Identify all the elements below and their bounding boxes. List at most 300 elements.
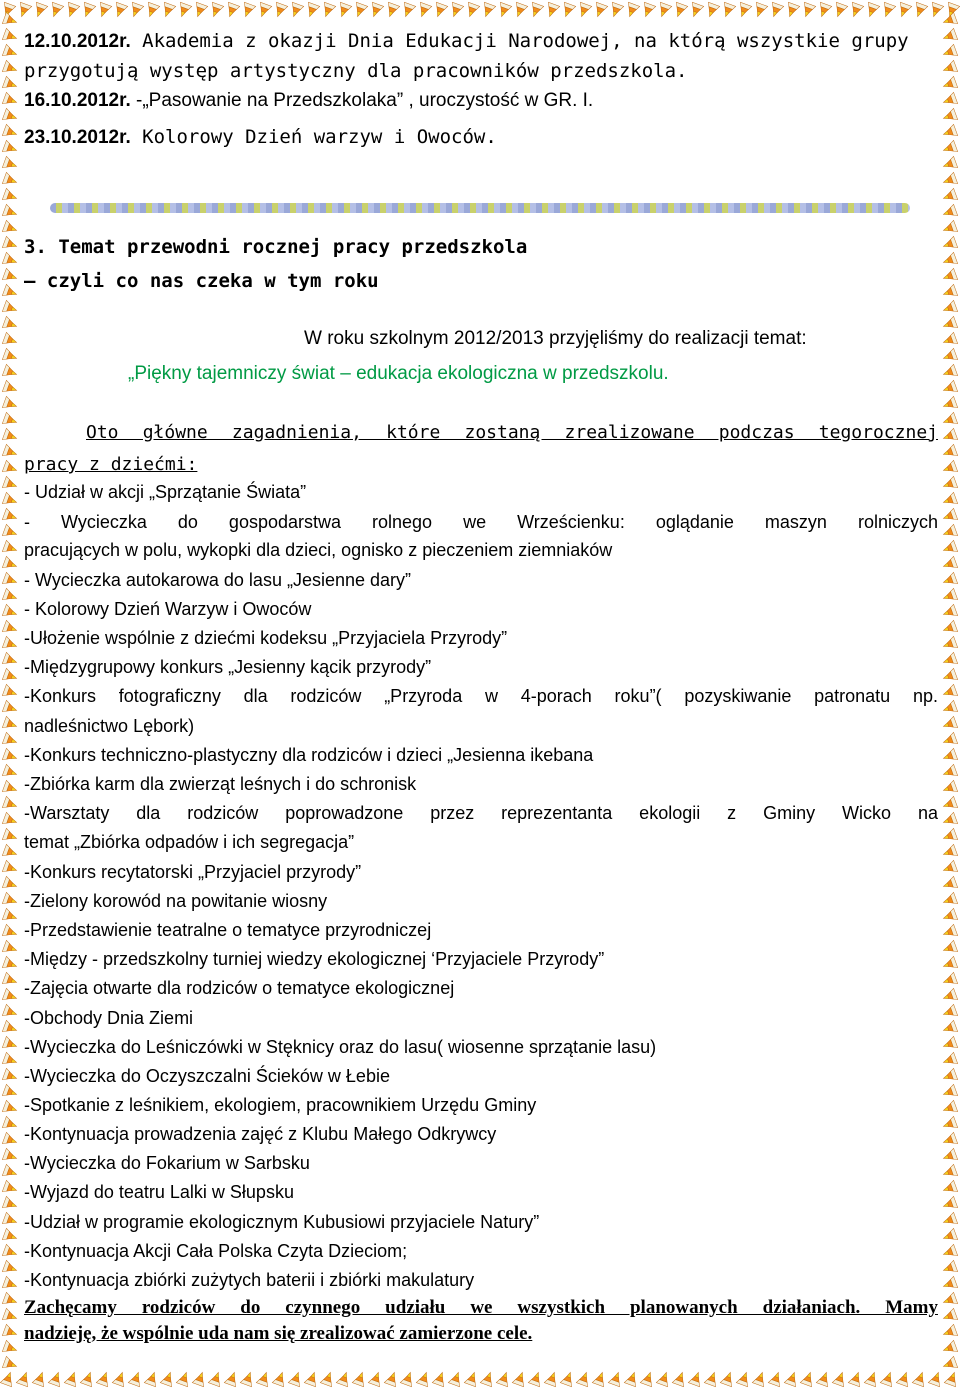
candy-corn-icon — [2, 940, 18, 956]
candy-corn-icon — [112, 2, 128, 18]
candy-corn-icon — [912, 1370, 928, 1386]
candy-corn-icon — [2, 1308, 18, 1324]
candy-corn-icon — [941, 1084, 957, 1100]
event-text: przygotują występ artystyczny dla pracowników przedszkola. — [24, 60, 688, 82]
candy-corn-icon — [2, 1132, 18, 1148]
candy-corn-icon — [941, 1196, 957, 1212]
event-line-4 — [24, 126, 497, 149]
candy-corn-icon — [941, 1324, 957, 1340]
candy-corn-icon — [941, 1228, 957, 1244]
candy-corn-icon — [2, 1276, 18, 1292]
candy-corn-icon — [16, 2, 32, 18]
candy-corn-icon — [941, 428, 957, 444]
candy-corn-icon — [941, 1004, 957, 1020]
candy-corn-icon — [528, 1370, 544, 1386]
candy-corn-icon — [941, 572, 957, 588]
closing-line-2: nadzieję, że wspólnie uda nam się zrealizować zamierzone cele. — [24, 1323, 533, 1344]
candy-corn-icon — [2, 460, 18, 476]
theme-title: „Piękny tajemniczy świat – edukacja ekologiczna w przedszkolu. — [128, 363, 669, 384]
candy-corn-icon — [784, 1370, 800, 1386]
candy-corn-icon — [336, 1370, 352, 1386]
candy-corn-icon — [2, 732, 18, 748]
candy-corn-icon — [2, 1036, 18, 1052]
section-subtitle: – czyli co nas czeka w tym roku — [24, 270, 379, 292]
candy-corn-icon — [576, 1370, 592, 1386]
candy-corn-icon — [2, 572, 18, 588]
candy-corn-icon — [2, 1196, 18, 1212]
candy-corn-icon — [2, 748, 18, 764]
candy-corn-icon — [941, 716, 957, 732]
list-item: -Udział w programie ekologicznym Kubusiowi przyjaciele Natury” — [24, 1212, 540, 1232]
candy-corn-icon — [2, 700, 18, 716]
candy-corn-icon — [941, 396, 957, 412]
list-item: -Spotkanie z leśnikiem, ekologiem, pracownikiem Urzędu Gminy — [24, 1095, 537, 1115]
candy-corn-icon — [48, 1370, 64, 1386]
list-item: - Wycieczka do gospodarstwa rolnego we Wrześcienku: oglądanie maszyn rolniczych — [24, 512, 938, 532]
candy-corn-icon — [464, 2, 480, 18]
candy-corn-icon — [941, 828, 957, 844]
candy-corn-icon — [2, 284, 18, 300]
candy-corn-icon — [2, 1068, 18, 1084]
candy-corn-icon — [816, 1370, 832, 1386]
candy-corn-icon — [941, 140, 957, 156]
candy-corn-icon — [941, 1340, 957, 1356]
candy-corn-icon — [941, 924, 957, 940]
event-text: Akademia z okazji Dnia Edukacji Narodowej, na którą wszystkie grupy — [130, 30, 909, 52]
candy-corn-icon — [32, 1370, 48, 1386]
list-item: -Konkurs fotograficzny dla rodziców „Przyroda w 4-porach roku”( pozyskiwanie patronatu np. — [24, 686, 938, 706]
candy-corn-icon — [2, 268, 18, 284]
candy-corn-icon — [941, 316, 957, 332]
candy-corn-icon — [941, 1148, 957, 1164]
candy-corn-icon — [941, 220, 957, 236]
candy-corn-icon — [2, 1180, 18, 1196]
candy-corn-icon — [896, 2, 912, 18]
candy-corn-icon — [2, 1004, 18, 1020]
candy-corn-icon — [941, 236, 957, 252]
candy-corn-icon — [941, 940, 957, 956]
candy-corn-icon — [2, 76, 18, 92]
section-title: 3. Temat przewodni rocznej pracy przedszkola — [24, 236, 528, 258]
list-item: pracujących w polu, wykopki dla dzieci, ognisko z pieczeniem ziemniaków — [24, 540, 613, 560]
list-item: -Kontynuacja zbiórki zużytych baterii i zbiórki makulatury — [24, 1270, 475, 1290]
candy-corn-icon — [48, 2, 64, 18]
candy-corn-icon — [2, 156, 18, 172]
candy-corn-icon — [928, 1370, 944, 1386]
candy-corn-icon — [2, 188, 18, 204]
decorative-border-right — [938, 0, 960, 1389]
list-item: -Ułożenie wspólnie z dziećmi kodeksu „Przyjaciela Przyrody” — [24, 628, 508, 648]
candy-corn-icon — [736, 1370, 752, 1386]
candy-corn-icon — [416, 2, 432, 18]
candy-corn-icon — [2, 972, 18, 988]
candy-corn-icon — [448, 1370, 464, 1386]
candy-corn-icon — [941, 812, 957, 828]
candy-corn-icon — [2, 796, 18, 812]
candy-corn-icon — [848, 2, 864, 18]
candy-corn-icon — [941, 1068, 957, 1084]
list-item: -Kontynuacja prowadzenia zajęć z Klubu Małego Odkrywcy — [24, 1124, 497, 1144]
candy-corn-icon — [941, 796, 957, 812]
candy-corn-icon — [2, 1084, 18, 1100]
candy-corn-icon — [941, 156, 957, 172]
candy-corn-icon — [2, 652, 18, 668]
candy-corn-icon — [512, 2, 528, 18]
candy-corn-icon — [2, 44, 18, 60]
candy-corn-icon — [688, 1370, 704, 1386]
candy-corn-icon — [768, 2, 784, 18]
candy-corn-icon — [368, 1370, 384, 1386]
candy-corn-icon — [816, 2, 832, 18]
candy-corn-icon — [941, 284, 957, 300]
candy-corn-icon — [560, 1370, 576, 1386]
candy-corn-icon — [656, 1370, 672, 1386]
candy-corn-icon — [2, 1324, 18, 1340]
event-line-2 — [24, 60, 687, 82]
candy-corn-icon — [320, 2, 336, 18]
candy-corn-icon — [2, 236, 18, 252]
candy-corn-icon — [160, 2, 176, 18]
candy-corn-icon — [2, 316, 18, 332]
candy-corn-icon — [2, 204, 18, 220]
candy-corn-icon — [941, 92, 957, 108]
candy-corn-icon — [941, 540, 957, 556]
candy-corn-icon — [941, 268, 957, 284]
candy-corn-icon — [2, 1228, 18, 1244]
candy-corn-icon — [2, 348, 18, 364]
candy-corn-icon — [128, 1370, 144, 1386]
candy-corn-icon — [496, 2, 512, 18]
candy-corn-icon — [352, 1370, 368, 1386]
candy-corn-icon — [2, 412, 18, 428]
candy-corn-icon — [941, 412, 957, 428]
candy-corn-icon — [941, 300, 957, 316]
candy-corn-icon — [544, 2, 560, 18]
candy-corn-icon — [480, 2, 496, 18]
candy-corn-icon — [176, 1370, 192, 1386]
candy-corn-icon — [941, 332, 957, 348]
candy-corn-icon — [208, 1370, 224, 1386]
candy-corn-icon — [224, 2, 240, 18]
candy-corn-icon — [2, 12, 18, 28]
candy-corn-icon — [800, 2, 816, 18]
candy-corn-icon — [941, 1292, 957, 1308]
candy-corn-icon — [941, 876, 957, 892]
candy-corn-icon — [64, 2, 80, 18]
candy-corn-icon — [704, 1370, 720, 1386]
candy-corn-icon — [912, 2, 928, 18]
candy-corn-icon — [592, 2, 608, 18]
candy-corn-icon — [880, 2, 896, 18]
topics-heading: Oto główne zagadnienia, które zostaną zrealizowane podczas tegorocznej — [86, 422, 938, 443]
candy-corn-icon — [2, 828, 18, 844]
candy-corn-icon — [784, 2, 800, 18]
event-date: 12.10.2012r. — [24, 31, 131, 52]
candy-corn-icon — [832, 2, 848, 18]
candy-corn-icon — [941, 668, 957, 684]
candy-corn-icon — [2, 332, 18, 348]
candy-corn-icon — [941, 76, 957, 92]
candy-corn-icon — [2, 1020, 18, 1036]
candy-corn-icon — [720, 1370, 736, 1386]
candy-corn-icon — [941, 492, 957, 508]
candy-corn-icon — [176, 2, 192, 18]
candy-corn-icon — [368, 2, 384, 18]
candy-corn-icon — [2, 396, 18, 412]
candy-corn-icon — [941, 28, 957, 44]
candy-corn-icon — [800, 1370, 816, 1386]
candy-corn-icon — [880, 1370, 896, 1386]
candy-corn-icon — [864, 1370, 880, 1386]
candy-corn-icon — [256, 1370, 272, 1386]
candy-corn-icon — [941, 364, 957, 380]
candy-corn-icon — [624, 1370, 640, 1386]
candy-corn-icon — [941, 348, 957, 364]
list-item: -Kontynuacja Akcji Cała Polska Czyta Dzieciom; — [24, 1241, 408, 1261]
candy-corn-icon — [304, 2, 320, 18]
list-item: -Konkurs techniczno-plastyczny dla rodziców i dzieci „Jesienna ikebana — [24, 745, 594, 765]
candy-corn-icon — [941, 476, 957, 492]
candy-corn-icon — [2, 428, 18, 444]
candy-corn-icon — [2, 476, 18, 492]
candy-corn-icon — [96, 1370, 112, 1386]
candy-corn-icon — [941, 252, 957, 268]
decorative-border-bottom — [0, 1367, 960, 1389]
candy-corn-icon — [941, 908, 957, 924]
list-item: -Obchody Dnia Ziemi — [24, 1008, 194, 1028]
candy-corn-icon — [2, 444, 18, 460]
candy-corn-icon — [941, 204, 957, 220]
candy-corn-icon — [160, 1370, 176, 1386]
candy-corn-icon — [768, 1370, 784, 1386]
list-item: -Konkurs recytatorski „Przyjaciel przyrody” — [24, 862, 362, 882]
candy-corn-icon — [736, 2, 752, 18]
candy-corn-icon — [384, 2, 400, 18]
list-item: - Kolorowy Dzień Warzyw i Owoców — [24, 599, 312, 619]
candy-corn-icon — [752, 2, 768, 18]
candy-corn-icon — [688, 2, 704, 18]
candy-corn-icon — [2, 844, 18, 860]
candy-corn-icon — [941, 12, 957, 28]
candy-corn-icon — [2, 876, 18, 892]
candy-corn-icon — [941, 604, 957, 620]
candy-corn-icon — [864, 2, 880, 18]
candy-corn-icon — [2, 252, 18, 268]
candy-corn-icon — [2, 668, 18, 684]
candy-corn-icon — [400, 1370, 416, 1386]
candy-corn-icon — [464, 1370, 480, 1386]
candy-corn-icon — [2, 1164, 18, 1180]
candy-corn-icon — [941, 1164, 957, 1180]
candy-corn-icon — [720, 2, 736, 18]
candy-corn-icon — [941, 1212, 957, 1228]
list-item: -Wycieczka do Fokarium w Sarbsku — [24, 1153, 310, 1173]
candy-corn-icon — [941, 620, 957, 636]
candy-corn-icon — [0, 1370, 16, 1386]
candy-corn-icon — [941, 556, 957, 572]
list-item: -Warsztaty dla rodziców poprowadzone przez reprezentanta ekologii z Gminy Wicko na — [24, 803, 938, 823]
candy-corn-icon — [941, 1276, 957, 1292]
candy-corn-icon — [496, 1370, 512, 1386]
candy-corn-icon — [256, 2, 272, 18]
candy-corn-icon — [400, 2, 416, 18]
candy-corn-icon — [2, 540, 18, 556]
candy-corn-icon — [272, 2, 288, 18]
candy-corn-icon — [941, 60, 957, 76]
candy-corn-icon — [80, 2, 96, 18]
decorative-border-top — [0, 0, 960, 22]
candy-corn-icon — [941, 748, 957, 764]
candy-corn-icon — [656, 2, 672, 18]
list-item: -Zbiórka karm dla zwierząt leśnych i do schronisk — [24, 774, 417, 794]
candy-corn-icon — [941, 892, 957, 908]
candy-corn-icon — [832, 1370, 848, 1386]
candy-corn-icon — [208, 2, 224, 18]
candy-corn-icon — [941, 764, 957, 780]
candy-corn-icon — [941, 780, 957, 796]
candy-corn-icon — [941, 988, 957, 1004]
candy-corn-icon — [941, 1100, 957, 1116]
candy-corn-icon — [2, 860, 18, 876]
candy-corn-icon — [2, 988, 18, 1004]
candy-corn-icon — [941, 652, 957, 668]
candy-corn-icon — [304, 1370, 320, 1386]
candy-corn-icon — [941, 1244, 957, 1260]
closing-line-1: Zachęcamy rodziców do czynnego udziału we wszystkich planowanych działaniach. Mamy — [24, 1297, 938, 1318]
event-line-3 — [24, 90, 593, 112]
candy-corn-icon — [704, 2, 720, 18]
candy-corn-icon — [576, 2, 592, 18]
candy-corn-icon — [941, 844, 957, 860]
candy-corn-icon — [941, 1116, 957, 1132]
list-item: -Zielony korowód na powitanie wiosny — [24, 891, 328, 911]
candy-corn-icon — [941, 1180, 957, 1196]
candy-corn-icon — [320, 1370, 336, 1386]
candy-corn-icon — [672, 1370, 688, 1386]
candy-corn-icon — [2, 220, 18, 236]
candy-corn-icon — [640, 1370, 656, 1386]
candy-corn-icon — [432, 1370, 448, 1386]
candy-corn-icon — [2, 92, 18, 108]
candy-corn-icon — [2, 556, 18, 572]
candy-corn-icon — [2, 588, 18, 604]
candy-corn-icon — [560, 2, 576, 18]
candy-corn-icon — [2, 364, 18, 380]
candy-corn-icon — [896, 1370, 912, 1386]
candy-corn-icon — [624, 2, 640, 18]
candy-corn-icon — [2, 508, 18, 524]
candy-corn-icon — [941, 972, 957, 988]
candy-corn-icon — [0, 2, 16, 18]
candy-corn-icon — [941, 1308, 957, 1324]
candy-corn-icon — [2, 1052, 18, 1068]
candy-corn-icon — [2, 1116, 18, 1132]
candy-corn-icon — [928, 2, 944, 18]
list-item: -Wycieczka do Leśniczówki w Stęknicy oraz do lasu( wiosenne sprzątanie lasu) — [24, 1037, 657, 1057]
candy-corn-icon — [384, 1370, 400, 1386]
candy-corn-icon — [2, 492, 18, 508]
candy-corn-icon — [941, 1260, 957, 1276]
candy-corn-icon — [2, 1148, 18, 1164]
candy-corn-icon — [941, 956, 957, 972]
candy-corn-icon — [2, 684, 18, 700]
topics-heading-cont: pracy z dziećmi: — [24, 454, 198, 475]
list-item: temat „Zbiórka odpadów i ich segregacja” — [24, 832, 355, 852]
candy-corn-icon — [941, 1052, 957, 1068]
candy-corn-icon — [941, 684, 957, 700]
candy-corn-icon — [416, 1370, 432, 1386]
candy-corn-icon — [288, 1370, 304, 1386]
candy-corn-icon — [32, 2, 48, 18]
candy-corn-icon — [640, 2, 656, 18]
candy-corn-icon — [941, 636, 957, 652]
candy-corn-icon — [941, 188, 957, 204]
candy-corn-icon — [941, 732, 957, 748]
candy-corn-icon — [2, 1340, 18, 1356]
candy-corn-icon — [944, 2, 960, 18]
candy-corn-icon — [941, 1356, 957, 1372]
candy-corn-icon — [544, 1370, 560, 1386]
candy-corn-icon — [2, 620, 18, 636]
list-item: nadleśnictwo Lębork) — [24, 716, 195, 736]
candy-corn-icon — [941, 444, 957, 460]
candy-corn-icon — [144, 1370, 160, 1386]
candy-corn-icon — [480, 1370, 496, 1386]
candy-corn-icon — [941, 860, 957, 876]
candy-corn-icon — [848, 1370, 864, 1386]
candy-corn-icon — [2, 812, 18, 828]
candy-corn-icon — [2, 892, 18, 908]
intro-text: W roku szkolnym 2012/2013 przyjęliśmy do realizacji temat: — [304, 328, 807, 349]
candy-corn-icon — [2, 1212, 18, 1228]
event-text: Kolorowy Dzień warzyw i Owoców. — [130, 126, 497, 148]
candy-corn-icon — [2, 300, 18, 316]
candy-corn-icon — [272, 1370, 288, 1386]
candy-corn-icon — [2, 716, 18, 732]
candy-corn-icon — [16, 1370, 32, 1386]
candy-corn-icon — [2, 380, 18, 396]
candy-corn-icon — [128, 2, 144, 18]
candy-corn-icon — [941, 524, 957, 540]
candy-corn-icon — [941, 460, 957, 476]
candy-corn-icon — [240, 1370, 256, 1386]
candy-corn-icon — [112, 1370, 128, 1386]
candy-corn-icon — [941, 700, 957, 716]
list-item: -Wycieczka do Oczyszczalni Ścieków w Łebie — [24, 1066, 390, 1086]
candy-corn-icon — [2, 908, 18, 924]
candy-corn-icon — [941, 108, 957, 124]
event-date: 23.10.2012r. — [24, 127, 131, 148]
list-item: -Zajęcia otwarte dla rodziców o tematyce ekologicznej — [24, 978, 455, 998]
candy-corn-icon — [2, 1100, 18, 1116]
candy-corn-icon — [2, 764, 18, 780]
candy-corn-icon — [144, 2, 160, 18]
event-date: 16.10.2012r. — [24, 90, 131, 111]
list-item: - Udział w akcji „Sprzątanie Świata” — [24, 482, 307, 502]
candy-corn-icon — [2, 124, 18, 140]
candy-corn-icon — [80, 1370, 96, 1386]
candy-corn-icon — [2, 956, 18, 972]
list-item: - Wycieczka autokarowa do lasu „Jesienne dary” — [24, 570, 412, 590]
candy-corn-icon — [448, 2, 464, 18]
candy-corn-icon — [2, 1356, 18, 1372]
candy-corn-icon — [96, 2, 112, 18]
candy-corn-icon — [592, 1370, 608, 1386]
candy-corn-icon — [224, 1370, 240, 1386]
candy-corn-icon — [2, 140, 18, 156]
candy-corn-icon — [2, 924, 18, 940]
list-item: -Międzygrupowy konkurs „Jesienny kącik przyrody” — [24, 657, 432, 677]
